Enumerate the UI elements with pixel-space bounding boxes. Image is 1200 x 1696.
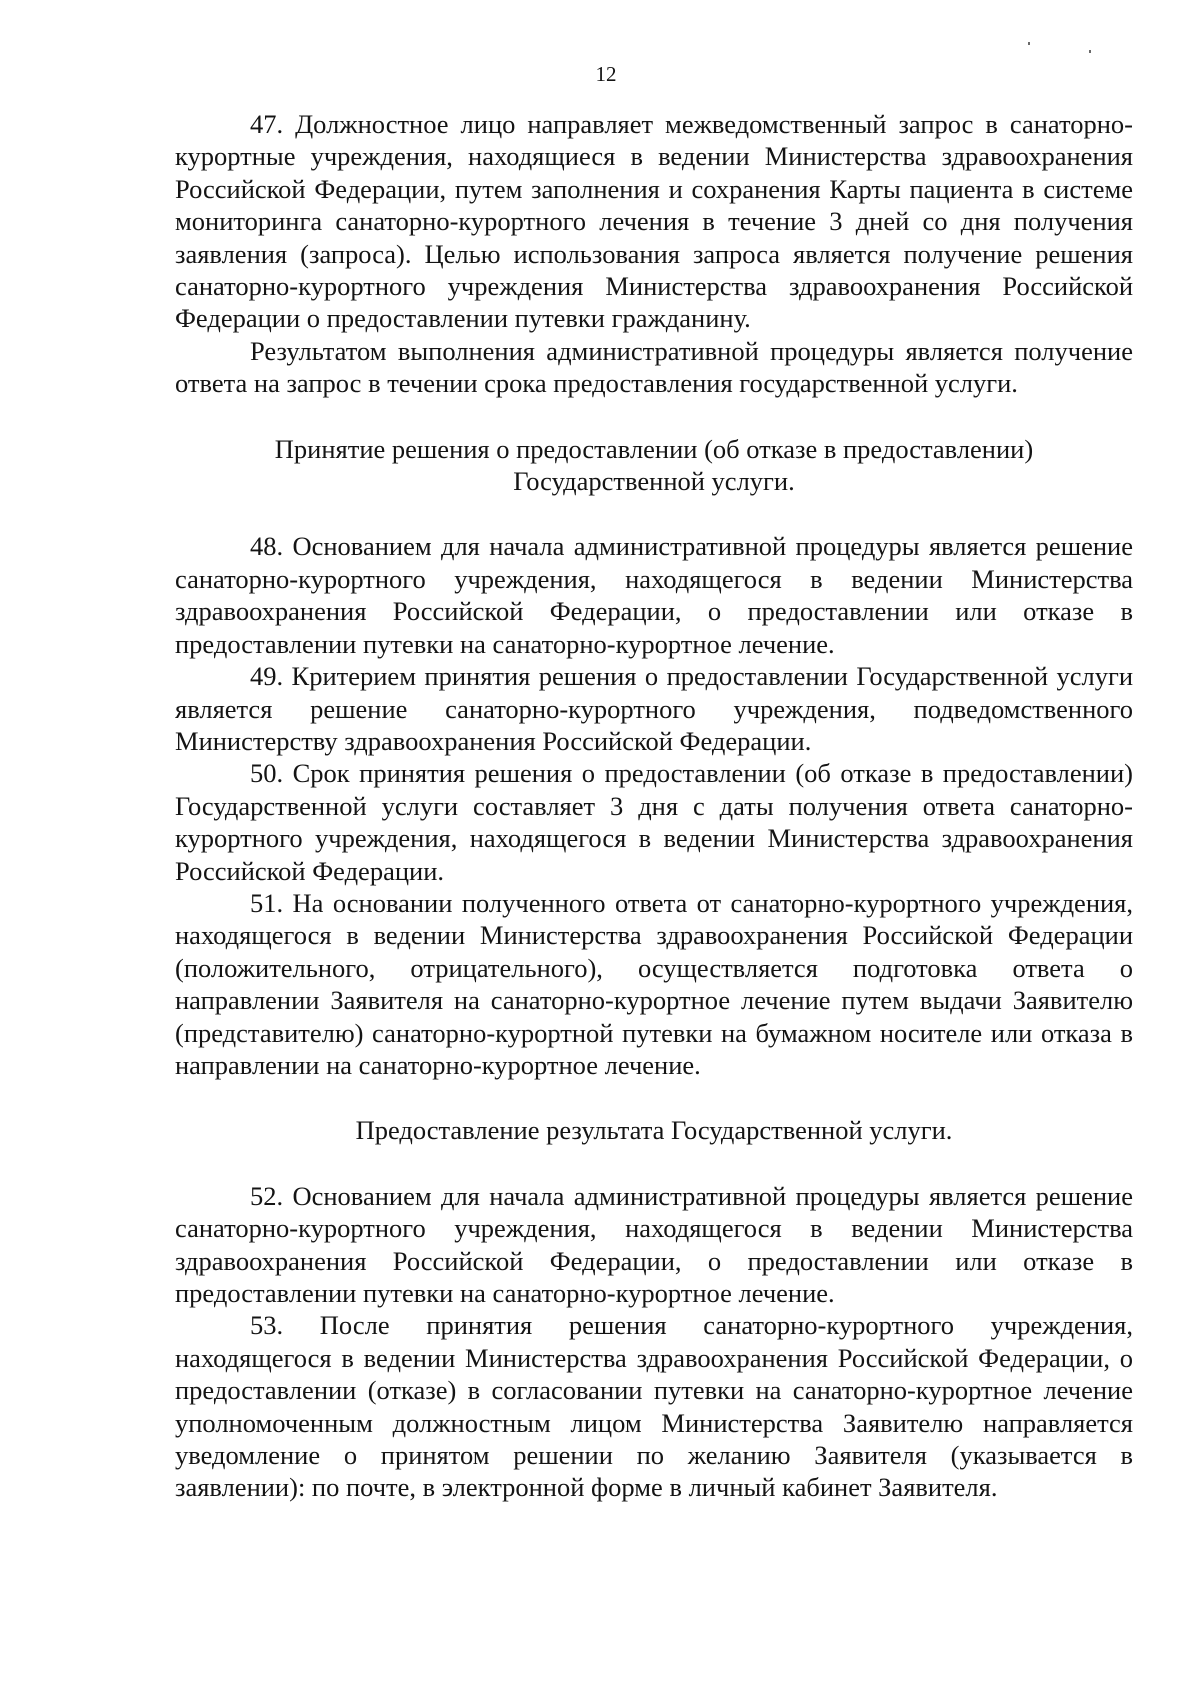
paragraph-49: 49. Критерием принятия решения о предоставлении Государственной услуги является решение санаторно-курортного учреждения, подведомственного Министерству здравоохранения Российской Федерации. xyxy=(175,661,1133,756)
paragraph-51: 51. На основании полученного ответа от санаторно-курортного учреждения, находящегося в ведении Министерства здравоохранения Российской Федерации (положительного, отрицательного), осуществляется подготовка ответа о направлении Заявителя на санаторно-курортное лечение путем выдачи Заявителю (представителю) санаторно-курортной путевки на бумажном носителе или отказа в направлении на санаторно-курортное лечение. xyxy=(175,887,1133,1080)
section-heading-decision: Принятие решения о предоставлении (об отказе в предоставлении) xyxy=(274,433,1034,464)
paragraph-50: 50. Срок принятия решения о предоставлении (об отказе в предоставлении) Государственной услуги составляет 3 дня с даты получения ответа санаторно-курортного учреждения, находящегося в ведении Министерства здравоохранения Российской Федерации. xyxy=(175,758,1133,886)
page-number: 12 xyxy=(595,62,617,86)
scan-speck xyxy=(1089,50,1091,53)
paragraph-53: 53. После принятия решения санаторно-курортного учреждения, находящегося в ведении Министерства здравоохранения Российской Федерации, о предоставлении (отказе) в согласовании путевки на санаторно-курортное лечение уполномоченным должностным лицом Министерства Заявителю направляется уведомление о принятом решении по желанию Заявителя (указывается в заявлении): по почте, в электронной форме в личный кабинет Заявителя. xyxy=(175,1310,1133,1503)
paragraph-47: 47. Должностное лицо направляет межведомственный запрос в санаторно-курортные учреждения, находящиеся в ведении Министерства здравоохранения Российской Федерации, путем заполнения и сохранения Карты пациента в системе мониторинга санаторно-курортного лечения в течение 3 дней со дня получения заявления (запроса). Целью использования запроса является получение решения санаторно-курортного учреждения Министерства здравоохранения Российской Федерации о предоставлении путевки гражданину. xyxy=(175,109,1133,334)
paragraph-52: 52. Основанием для начала административной процедуры является решение санаторно-курортного учреждения, находящегося в ведении Министерства здравоохранения Российской Федерации, о предоставлении или отказе в предоставлении путевки на санаторно-курортное лечение. xyxy=(175,1180,1133,1308)
scan-speck xyxy=(1028,42,1030,45)
section-heading-decision-line2: Государственной услуги. xyxy=(513,466,795,497)
document-body xyxy=(175,108,1133,1504)
paragraph-48: 48. Основанием для начала административной процедуры является решение санаторно-курортного учреждения, находящегося в ведении Министерства здравоохранения Российской Федерации, о предоставлении или отказе в предоставлении путевки на санаторно-курортное лечение. xyxy=(175,531,1133,659)
paragraph-result: Результатом выполнения административной процедуры является получение ответа на запрос в течении срока предоставления государственной услуги. xyxy=(175,335,1133,399)
section-heading-result: Предоставление результата Государственной услуги. xyxy=(355,1115,953,1146)
